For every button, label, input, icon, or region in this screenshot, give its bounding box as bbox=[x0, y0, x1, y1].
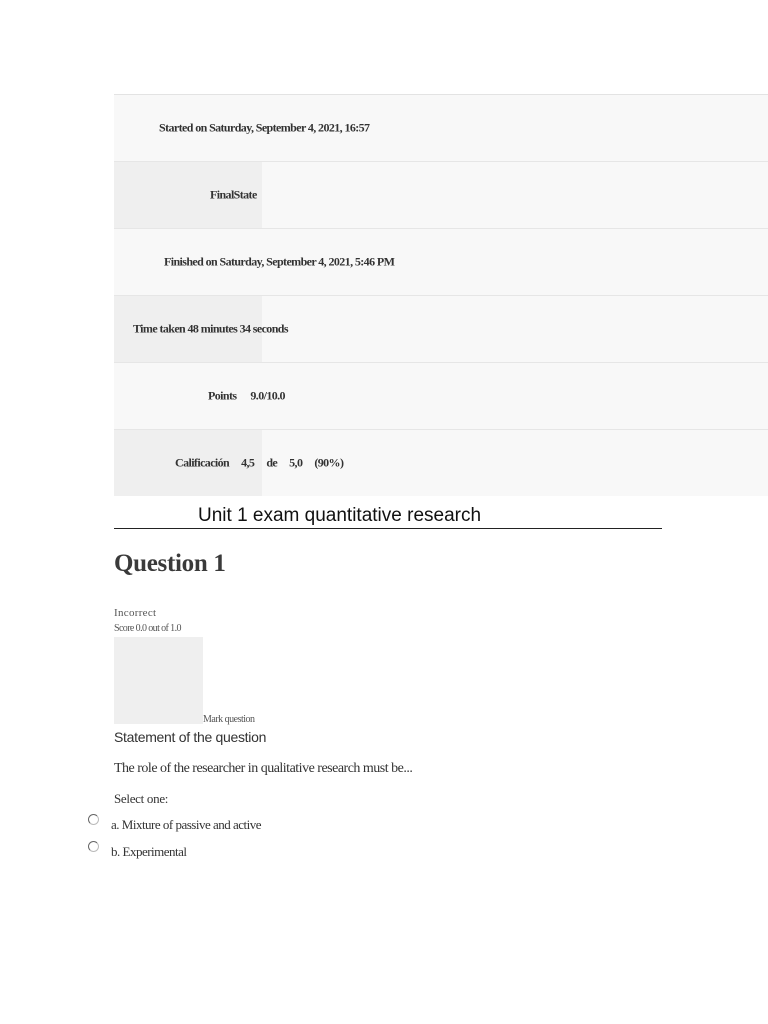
question-score: Score 0.0 out of 1.0 bbox=[114, 623, 181, 634]
summary-row-state bbox=[114, 162, 768, 229]
answer-label: a. Mixture of passive and active bbox=[111, 817, 262, 832]
mark-question-link[interactable]: Mark question bbox=[203, 714, 255, 725]
grade-percent: (90%) bbox=[314, 455, 344, 470]
statement-label: Statement of the question bbox=[114, 729, 267, 745]
title-underline bbox=[114, 528, 662, 529]
grade-label: Calificación bbox=[175, 455, 230, 470]
summary-row-finished bbox=[114, 229, 768, 296]
question-text: The role of the researcher in qualitative research must be... bbox=[114, 761, 413, 776]
attempt-summary-table bbox=[114, 94, 768, 496]
question-status: Incorrect bbox=[114, 607, 157, 619]
points-text bbox=[208, 389, 285, 404]
grade-max: 5,0 bbox=[289, 455, 303, 470]
points-value: 9.0/10.0 bbox=[250, 388, 285, 403]
answer-label: b. Experimental bbox=[111, 844, 187, 859]
grade-value: 4,5 bbox=[241, 455, 255, 470]
select-one-prompt: Select one: bbox=[114, 791, 169, 806]
summary-row-grade bbox=[114, 430, 768, 496]
flag-question-box[interactable] bbox=[114, 637, 203, 724]
state-text: FinalState bbox=[210, 187, 257, 202]
grade-text bbox=[175, 456, 343, 471]
summary-row-started bbox=[114, 95, 768, 162]
radio-icon[interactable] bbox=[88, 841, 99, 852]
radio-icon[interactable] bbox=[88, 814, 99, 825]
points-label: Points bbox=[208, 388, 237, 403]
grade-of: de bbox=[266, 455, 278, 470]
exam-title: Unit 1 exam quantitative research bbox=[198, 505, 482, 526]
question-heading: Question 1 bbox=[114, 550, 226, 577]
finished-on-text: Finished on Saturday, September 4, 2021, 5:46 PM bbox=[164, 254, 395, 269]
time-taken-text: Time taken 48 minutes 34 seconds bbox=[133, 321, 288, 336]
started-on-text: Started on Saturday, September 4, 2021, 16:57 bbox=[159, 120, 370, 135]
summary-row-points bbox=[114, 363, 768, 430]
summary-row-time-taken bbox=[114, 296, 768, 363]
